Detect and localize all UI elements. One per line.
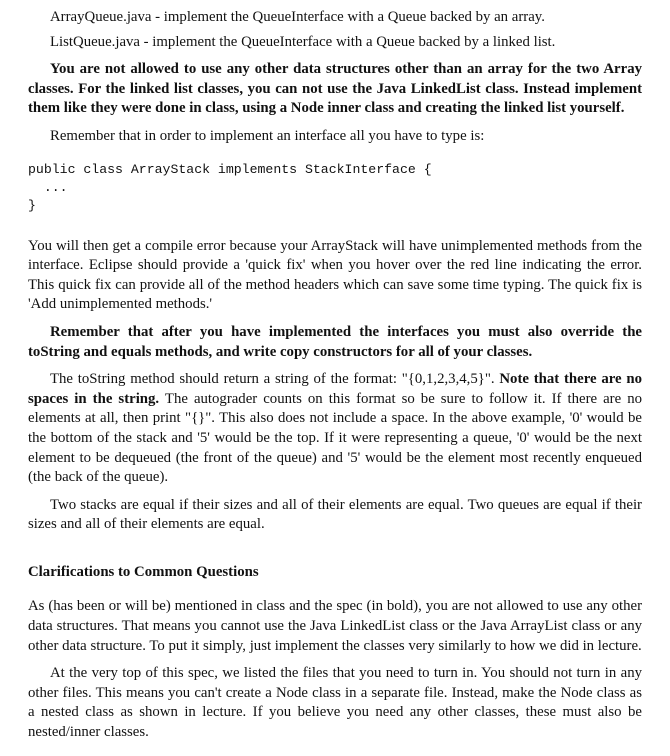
code-line-ellipsis [28,179,642,197]
document-page [28,8,642,743]
code-snippet [28,161,642,215]
tostring-no-spaces-note: Note that there are no spaces in the string. [28,371,642,407]
interface-intro: Remember that in order to implement an interface all you have to type is: [50,127,485,144]
clarifications-paragraph-1: As (has been or will be) mentioned in class and the spec (in bold), you are not allowed to use any other data structures. That means you cannot use the Java LinkedList class or the Java ArrayList class or any other data structure. To put it simply, just implement the classes very similarly to how we did in lecture. [28,598,642,654]
tostring-intro: The toString method should return a string of the format: "{0,1,2,3,4,5}". [50,371,500,388]
code-ellipsis: ... [43,179,68,195]
restriction-note: You are not allowed to use any other data structures other than an array for the two Array classes. For the linked list classes, you can not use the Java LinkedList class. Instead implement them like they were done in class, using a Node inner class and creating the linked list yourself. [28,61,642,117]
clarifications-heading: Clarifications to Common Questions [28,563,259,580]
override-note: Remember that after you have implemented the interfaces you must also override the toString and equals methods, and write copy constructors for all of your classes. [28,323,642,360]
code-line-closing-brace: } [28,197,36,213]
tostring-paragraph [28,370,642,488]
tostring-details: The autograder counts on this format so be sure to follow it. If there are no elements at all, then print "{}". This also does not include a space. In the above example, '0' would be the bottom of the stack and '5' would be the top. If it were representing a queue, '0' would be the next element to be dequeued (the front of the queue) and '5' would be the element most recently enqueued (the back of the queue). [28,390,643,486]
file-item-list-queue: ListQueue.java - implement the QueueInterface with a Queue backed by a linked list. [50,33,556,50]
equality-paragraph: Two stacks are equal if their sizes and all of their elements are equal. Two queues are equal if their sizes and all of their elements are equal. [28,496,642,533]
clarifications-paragraph-2: At the very top of this spec, we listed the files that you need to turn in. You should not turn in any other files. This means you can't create a Node class in a separate file. Instead, make the Node class as a nested class as shown in lecture. If you believe you need any other classes, these must also be nested/inner classes. [28,665,642,741]
file-item-array-queue: ArrayQueue.java - implement the QueueInterface with a Queue backed by an array. [50,9,545,25]
code-line-class-declaration: public class ArrayStack implements StackInterface { [28,161,432,177]
compile-error-paragraph: You will then get a compile error because your ArrayStack will have unimplemented methods from the interface. Eclipse should provide a 'quick fix' when you hover over the red line indicating the error. This quick fix can provide all of the method headers which can save some time typing. The quick fix is 'Add unimplemented methods.' [28,237,642,313]
